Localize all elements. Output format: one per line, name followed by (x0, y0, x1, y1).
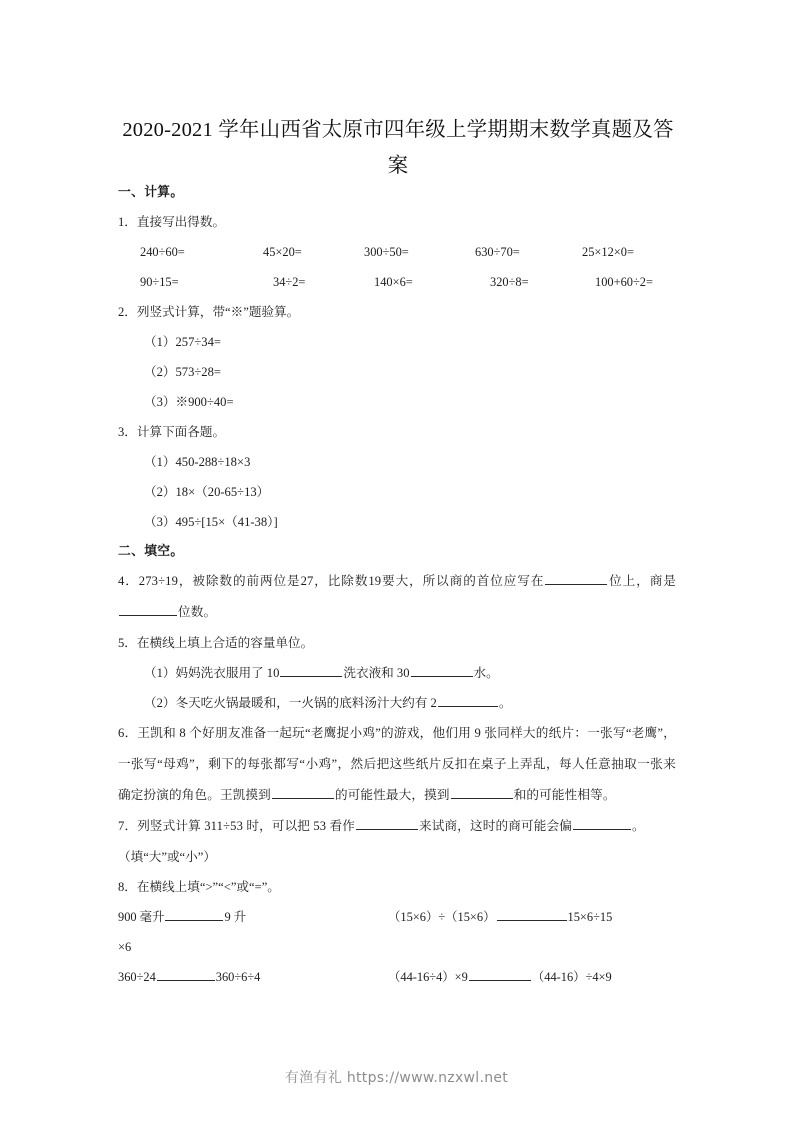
calc-cell-2-2: 34÷2= (273, 275, 306, 289)
question-4 (118, 566, 676, 628)
question-3-item-1: （1）450-288÷18×3 (144, 455, 251, 469)
calc-row-2 (140, 267, 676, 297)
question-4-part-1: 4．273÷19，被除数的前两位是27，比除数19要大，所以商的首位应写在 (118, 574, 545, 588)
question-5-prompt: 5．在横线上填上合适的容量单位。 (118, 636, 314, 650)
cmp-left-2 (118, 962, 260, 992)
question-8-row-1-tail: ×6 (118, 940, 132, 954)
cmp-left-1-a: 900 毫升 (118, 910, 165, 924)
question-8-prompt: 8．在横线上填“>”“<”或“=”。 (118, 880, 280, 894)
question-3-item-2: （2）18×（20-65÷13） (144, 485, 270, 499)
cmp-left-1 (118, 902, 246, 932)
question-1-grid (118, 237, 676, 297)
question-1-prompt: 1．直接写出得数。 (118, 215, 226, 229)
calc-cell-2-3: 140×6= (374, 275, 413, 289)
answer-blank-5-3[interactable] (438, 694, 498, 707)
answer-blank-8-3[interactable] (157, 968, 215, 981)
cmp-right-1 (388, 902, 612, 932)
question-2-item-1: （1）257÷34= (144, 335, 221, 349)
question-5-item-1 (118, 658, 676, 688)
question-8-row-2 (118, 962, 676, 992)
question-2-prompt: 2．列竖式计算，带“※”题验算。 (118, 305, 300, 319)
question-2-item-3: （3）※900÷40= (144, 395, 234, 409)
answer-blank-6-2[interactable] (451, 786, 513, 799)
section-heading-calculation: 一、计算。 (118, 185, 184, 199)
answer-blank-7-2[interactable] (573, 817, 631, 830)
answer-blank-4-2[interactable] (119, 603, 177, 616)
calc-cell-2-4: 320÷8= (490, 275, 529, 289)
cmp-right-2 (388, 962, 612, 992)
question-6-part-3: 和的可能性相等。 (513, 788, 616, 802)
footer-watermark: 有渔有礼 https://www.nzxwl.net (284, 1070, 509, 1086)
question-5-1-text-c: 水。 (473, 666, 499, 680)
question-5-1-text-a: （1）妈妈洗衣服用了 10 (144, 666, 280, 680)
section-heading-fill-blank: 二、填空。 (118, 544, 184, 558)
calc-cell-1-2: 45×20= (263, 245, 302, 259)
calc-cell-1-5: 25×12×0= (582, 245, 634, 259)
calc-cell-1-4: 630÷70= (475, 245, 520, 259)
cmp-left-1-b: 9 升 (224, 910, 247, 924)
calc-row-1 (140, 237, 676, 267)
page-title: 2020-2021 学年山西省太原市四年级上学期期末数学真题及答案 (122, 118, 674, 177)
calc-cell-2-1: 90÷15= (140, 275, 179, 289)
question-7-part-1: 7．列竖式计算 311÷53 时，可以把 53 看作 (118, 819, 356, 833)
question-7 (118, 811, 676, 842)
question-5-2-text-a: （2）冬天吃火锅最暖和，一火锅的底料汤汁大约有 2 (144, 696, 437, 710)
answer-blank-4-1[interactable] (545, 572, 607, 585)
question-3-prompt: 3．计算下面各题。 (118, 425, 226, 439)
question-2-item-2: （2）573÷28= (144, 365, 221, 379)
question-5-2-text-b: 。 (498, 696, 512, 710)
question-3-item-3: （3）495÷[15×（41-38）] (144, 515, 278, 529)
cmp-right-2-b: （44-16）÷4×9 (531, 970, 612, 984)
answer-blank-6-1[interactable] (272, 786, 334, 799)
answer-blank-5-1[interactable] (280, 664, 342, 677)
answer-blank-8-1[interactable] (165, 908, 223, 921)
calc-cell-1-3: 300÷50= (364, 245, 409, 259)
cmp-left-2-a: 360÷24 (118, 970, 156, 984)
answer-blank-5-2[interactable] (411, 664, 473, 677)
question-8-row-1 (118, 902, 676, 932)
question-4-part-3: 位数。 (178, 605, 217, 619)
question-5-item-2 (118, 688, 676, 718)
question-7-part-2: 来试商，这时的商可能会偏 (419, 819, 572, 833)
question-4-part-2: 位上，商是 (608, 574, 676, 588)
calc-cell-2-5: 100+60÷2= (595, 275, 653, 289)
question-5-1-text-b: 洗衣液和 30 (343, 666, 410, 680)
question-6-part-1: 6．王凯和 8 个好朋友准备一起玩“老鹰捉小鸡”的游戏，他们用 9 张同样大的纸片：一张写“老鹰”，一张写“母鸡”，剩下的每张都写“小鸡”，然后把这些纸片反扣在桌子上弄乱，每人任意抽取一张来确定扮演的角色。王凯摸到 (118, 726, 676, 802)
answer-blank-8-2[interactable] (497, 908, 567, 921)
answer-blank-7-1[interactable] (356, 817, 418, 830)
answer-blank-8-4[interactable] (469, 968, 531, 981)
cmp-right-1-a: （15×6）÷（15×6） (388, 910, 496, 924)
cmp-left-2-b: 360÷6÷4 (215, 970, 261, 984)
exam-body (118, 178, 676, 992)
question-7-part-3: 。 (631, 819, 645, 833)
cmp-right-1-b: 15×6÷15 (567, 910, 613, 924)
question-7-note: （填“大”或“小”） (118, 850, 216, 864)
question-6-part-2: 的可能性最大，摸到 (334, 788, 450, 802)
cmp-right-2-a: （44-16÷4）×9 (388, 970, 468, 984)
question-6 (118, 718, 676, 811)
calc-cell-1-1: 240÷60= (140, 245, 185, 259)
